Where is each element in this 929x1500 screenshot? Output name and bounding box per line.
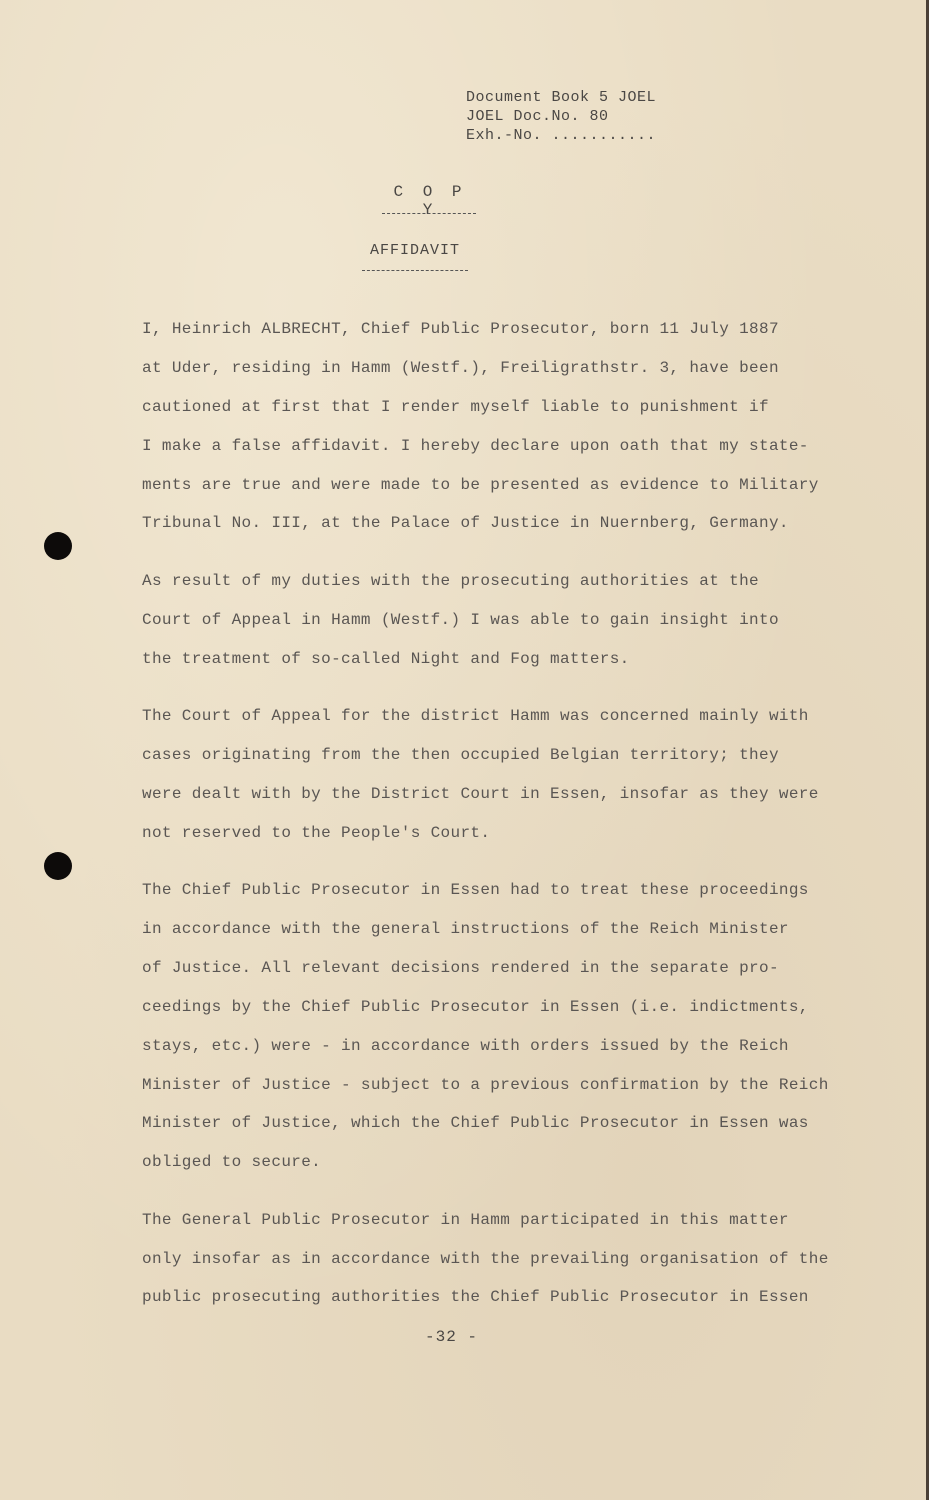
paragraph-declaration: [142, 316, 819, 549]
text-line: Court of Appeal in Hamm (Westf.) I was able to gain insight into: [142, 610, 779, 629]
header-line-exh-no: Exh.-No. ...........: [466, 127, 657, 144]
text-line: ceedings by the Chief Public Prosecutor in Essen (i.e. indictments,: [142, 997, 809, 1016]
affidavit-heading: AFFIDAVIT: [369, 242, 460, 259]
text-line: obliged to secure.: [142, 1153, 322, 1172]
punch-hole-lower: [44, 852, 72, 880]
text-line: cases originating from the then occupied Belgian territory; they: [142, 745, 779, 764]
paragraph-insight: [142, 568, 812, 685]
text-line: only insofar as in accordance with the prevailing organisation of the: [142, 1249, 829, 1268]
page-number: -32 -: [425, 1328, 479, 1346]
paragraph-gap: [142, 859, 812, 878]
text-line: ments are true and were made to be presented as evidence to Military: [142, 475, 819, 494]
text-line: cautioned at first that I render myself liable to punishment if: [142, 397, 769, 416]
text-line: the treatment of so-called Night and Fog matters.: [142, 649, 630, 668]
copy-underline: [382, 213, 476, 214]
text-line: I, Heinrich ALBRECHT, Chief Public Prosecutor, born 11 July 1887: [142, 320, 779, 338]
paragraph-general-prosecutor: [142, 1207, 829, 1324]
paragraph-gap: [142, 1188, 812, 1207]
punch-hole-upper: [44, 532, 72, 560]
text-line: As result of my duties with the prosecuting authorities at the: [142, 571, 759, 590]
text-line: stays, etc.) were - in accordance with orders issued by the Reich: [142, 1036, 789, 1055]
text-line: The Court of Appeal for the district Hamm was concerned mainly with: [142, 707, 809, 726]
affidavit-underline: [362, 270, 468, 271]
text-line: Minister of Justice, which the Chief Public Prosecutor in Essen was: [142, 1114, 809, 1133]
header-line-doc-no: JOEL Doc.No. 80: [466, 108, 609, 125]
text-line: I make a false affidavit. I hereby declare upon oath that my state-: [142, 436, 809, 455]
text-line: Tribunal No. III, at the Palace of Justice in Nuernberg, Germany.: [142, 514, 789, 533]
paragraph-court-of-appeal: [142, 703, 819, 859]
affidavit-body: [142, 316, 829, 1323]
text-line: The Chief Public Prosecutor in Essen had to treat these proceedings: [142, 881, 809, 900]
paragraph-gap: [142, 685, 812, 704]
text-line: public prosecuting authorities the Chief Public Prosecutor in Essen: [142, 1288, 809, 1307]
document-reference: [466, 88, 656, 145]
text-line: at Uder, residing in Hamm (Westf.), Freiligrathstr. 3, have been: [142, 358, 779, 377]
text-line: in accordance with the general instructions of the Reich Minister: [142, 919, 789, 938]
text-line: Minister of Justice - subject to a previous confirmation by the Reich: [142, 1075, 829, 1094]
text-line: of Justice. All relevant decisions rendered in the separate pro-: [142, 958, 779, 977]
text-line: The General Public Prosecutor in Hamm participated in this matter: [142, 1210, 789, 1229]
paragraph-chief-prosecutor: [142, 877, 829, 1188]
text-line: were dealt with by the District Court in Essen, insofar as they were: [142, 784, 819, 803]
text-line: not reserved to the People's Court.: [142, 823, 491, 842]
copy-heading: C O P Y: [393, 183, 467, 219]
paragraph-gap: [142, 549, 812, 568]
header-line-book: Document Book 5 JOEL: [466, 89, 657, 106]
